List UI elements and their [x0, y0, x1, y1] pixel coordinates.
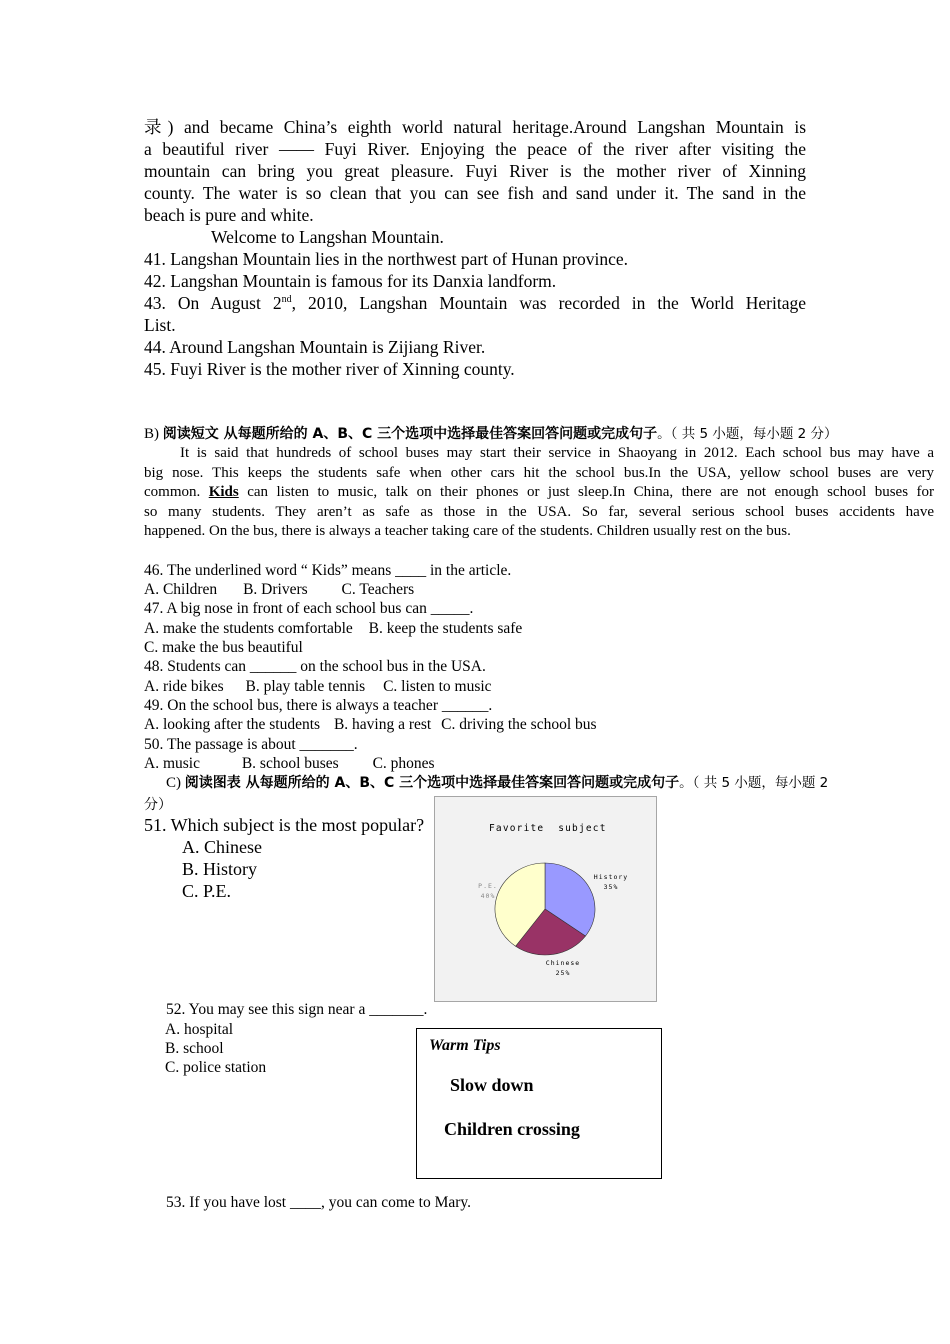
passage-line: It is said that hundreds of school buses may start their service in Shaoyang in 2012. Each school bus may have a [180, 445, 934, 461]
section-note: 。（ 共 5 小题，每小题 2 [679, 775, 829, 791]
slice-label: P.E. [478, 882, 498, 890]
option-b: B. school [165, 1040, 224, 1057]
option-c: C. police station [165, 1059, 267, 1076]
option-c: C. P.E. [182, 881, 232, 901]
sign-title: Warm Tips [429, 1037, 501, 1054]
slice-value-label: 40% [480, 892, 496, 900]
option-b: B. History [182, 859, 258, 879]
options-50 [144, 754, 435, 774]
options-46 [144, 580, 414, 600]
statement-43-text: 43. On August 2 [144, 293, 282, 313]
underlined-word: Kids [208, 484, 239, 500]
statement-45: 45. Fuyi River is the mother river of Xinning county. [144, 359, 515, 379]
question-50: 50. The passage is about _______. [144, 736, 358, 753]
option-c: C. Teachers [341, 581, 415, 598]
option-b: B. having a rest [333, 716, 432, 733]
passage-line: county. The water is so clean that you can see fish and sand under it. The sand in the [144, 183, 806, 203]
passage-line: 录) and became China’s eighth world natural heritage.Around Langshan Mountain is [144, 117, 806, 137]
question-49: 49. On the school bus, there is always a teacher ______. [144, 697, 493, 714]
statement-43-text: , 2010, Langshan Mountain was recorded in the World Heritage [291, 293, 807, 313]
option-a: A. Children [144, 581, 218, 598]
options-47-c [144, 638, 303, 658]
section-instruction: 阅读图表 从每题所给的 A、B、C 三个选项中选择最佳答案回答问题或完成句子 [184, 775, 680, 791]
slice-value-label: 35% [603, 883, 619, 891]
option-a: A. music [144, 755, 200, 772]
statement-42: 42. Langshan Mountain is famous for its Danxia landform. [144, 271, 557, 291]
sign-line-1: Slow down [450, 1075, 534, 1095]
option-c: C. listen to music [383, 678, 492, 695]
statement-43-cont: List. [144, 315, 176, 335]
section-note: 。（ 共 5 小题，每小题 2 分） [657, 426, 838, 442]
section-instruction: 阅读短文 从每题所给的 A、B、C 三个选项中选择最佳答案回答问题或完成句子 [162, 426, 658, 442]
section-b-heading [144, 425, 934, 445]
option-a: A. hospital [165, 1021, 234, 1038]
passage-line: mountain can bring you great pleasure. Fuyi River is the mother river of Xinning [144, 161, 806, 181]
passage-line: beach is pure and white. [144, 205, 314, 225]
passage-line: a beautiful river —— Fuyi River. Enjoying the peace of the river after visiting the [144, 139, 806, 159]
option-a: A. ride bikes [144, 678, 224, 695]
passage-line: big nose. This keeps the students safe when other cars hit the school bus.In the USA, yellow school buses are very [144, 464, 934, 481]
passage-b [144, 444, 934, 542]
question-48: 48. Students can ______ on the school bus in the USA. [144, 658, 486, 675]
passage-text: can listen to music, talk on their phones or just sleep.In China, there are not enough school buses for [247, 484, 935, 500]
option-b: B. keep the students safe [368, 620, 523, 637]
question-52: 52. You may see this sign near a _______. [166, 1001, 428, 1018]
question-46: 46. The underlined word “ Kids” means ____ in the article. [144, 562, 512, 579]
option-a: A. make the students comfortable [144, 620, 353, 637]
section-label: B) [144, 426, 159, 442]
option-b: B. school buses [241, 755, 339, 772]
passage-text: common. [144, 484, 201, 500]
option-a: A. Chinese [182, 837, 262, 857]
statement-44: 44. Around Langshan Mountain is Zijiang River. [144, 337, 486, 357]
passage-a [144, 116, 806, 380]
passage-line: happened. On the bus, there is always a teacher taking care of the students. Children usually rest on the bus. [144, 523, 791, 539]
option-c: C. driving the school bus [441, 716, 597, 733]
question-47: 47. A big nose in front of each school bus can _____. [144, 600, 474, 617]
sign-line-2: Children crossing [444, 1119, 580, 1139]
ordinal-suffix: nd [281, 294, 292, 306]
slice-label: Chinese [545, 959, 581, 967]
question-53: 53. If you have lost ____, you can come to Mary. [166, 1194, 472, 1211]
options-49 [144, 715, 597, 735]
pie-chart [434, 796, 657, 1002]
slice-value-label: 25% [555, 969, 571, 977]
question-51: 51. Which subject is the most popular? [144, 815, 425, 835]
section-label: C) [166, 775, 181, 791]
option-b: B. Drivers [243, 581, 308, 598]
section-c-heading [144, 774, 934, 794]
section-c-note-cont: 分） [144, 797, 172, 813]
warm-tips-sign [416, 1028, 662, 1179]
option-c: C. phones [372, 755, 435, 772]
statement-43 [144, 292, 806, 314]
pie-chart-svg [435, 797, 656, 1001]
passage-line [144, 483, 934, 503]
chart-title: Favorite subject [489, 823, 607, 834]
slice-label: History [593, 873, 629, 881]
options-47 [144, 619, 522, 639]
welcome-line: Welcome to Langshan Mountain. [211, 227, 444, 247]
option-b: B. play table tennis [245, 678, 366, 695]
option-a: A. looking after the students [144, 716, 321, 733]
options-48 [144, 677, 492, 697]
passage-line: so many students. They aren’t as safe as those in the USA. So far, several serious school buses accidents have [144, 503, 934, 520]
option-c: C. make the bus beautiful [144, 639, 303, 656]
statement-41: 41. Langshan Mountain lies in the northwest part of Hunan province. [144, 249, 629, 269]
